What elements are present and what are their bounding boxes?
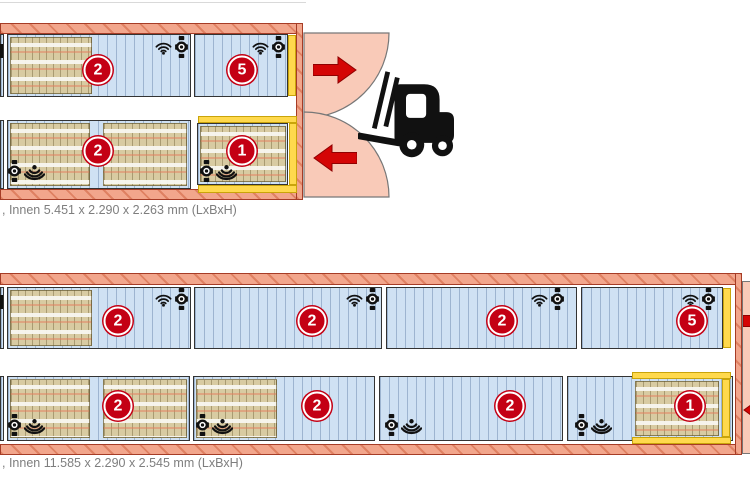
load-order-badge: 1: [228, 137, 257, 166]
cut-icon-fragment: [0, 295, 3, 309]
signal-waves-icon: [24, 417, 45, 436]
signal-waves-icon: [212, 417, 233, 436]
tracker-device-icon: [385, 414, 398, 436]
door-beam: [722, 379, 730, 437]
load-order-badge: 1: [676, 392, 705, 421]
load-order-badge: 5: [228, 56, 257, 85]
signal-waves-icon: [591, 417, 612, 436]
tracker-device-icon: [8, 160, 21, 182]
cut-icon-fragment: [0, 44, 3, 58]
wifi-icon: [345, 292, 364, 307]
tracker-device-icon: [551, 288, 564, 310]
tracker-device-icon: [575, 414, 588, 436]
pallet-stack: [10, 379, 90, 438]
door-beam: [198, 185, 297, 193]
direction-arrow-left: [743, 396, 750, 424]
wifi-icon: [154, 292, 173, 307]
tracker-device-icon: [175, 288, 188, 310]
tracker-device-icon: [272, 36, 285, 58]
pallet-stack: [10, 37, 92, 94]
container-wall: [0, 444, 742, 455]
floor-section: [0, 376, 4, 441]
floor-section: [0, 120, 4, 189]
door-beam: [198, 116, 297, 123]
dimension-caption: , Innen 5.451 x 2.290 x 2.263 mm (LxBxH): [2, 203, 237, 217]
direction-arrow-right: [313, 56, 357, 84]
container-wall: [0, 273, 742, 285]
container-wall: [735, 273, 742, 455]
door-beam: [632, 372, 731, 379]
load-order-badge: 2: [84, 137, 113, 166]
wifi-icon: [251, 40, 270, 55]
tracker-device-icon: [196, 414, 209, 436]
pallet-stack: [10, 290, 92, 346]
door-beam: [288, 35, 296, 96]
door-beam: [289, 123, 297, 185]
load-order-badge: 2: [488, 307, 517, 336]
load-order-badge: 2: [104, 307, 133, 336]
wifi-icon: [530, 292, 549, 307]
tracker-device-icon: [366, 288, 379, 310]
direction-arrow-left: [313, 144, 357, 172]
signal-waves-icon: [24, 163, 45, 182]
door-beam: [632, 437, 731, 444]
load-order-badge: 5: [678, 307, 707, 336]
load-order-badge: 2: [84, 56, 113, 85]
wifi-icon: [154, 40, 173, 55]
tracker-device-icon: [8, 414, 21, 436]
load-order-badge: 2: [298, 307, 327, 336]
pallet-stack: [103, 123, 187, 186]
forklift-icon: [358, 70, 454, 160]
pallet-stack: [10, 123, 90, 186]
dimension-caption: , Innen 11.585 x 2.290 x 2.545 mm (LxBxH): [2, 456, 243, 470]
load-order-badge: 2: [496, 392, 525, 421]
door-beam: [723, 288, 731, 348]
wifi-icon: [681, 292, 700, 307]
signal-waves-icon: [216, 163, 237, 182]
load-order-badge: 2: [104, 392, 133, 421]
tracker-device-icon: [175, 36, 188, 58]
tracker-device-icon: [702, 288, 715, 310]
direction-arrow-right: [743, 307, 750, 335]
signal-waves-icon: [401, 417, 422, 436]
tracker-device-icon: [200, 160, 213, 182]
load-order-badge: 2: [303, 392, 332, 421]
